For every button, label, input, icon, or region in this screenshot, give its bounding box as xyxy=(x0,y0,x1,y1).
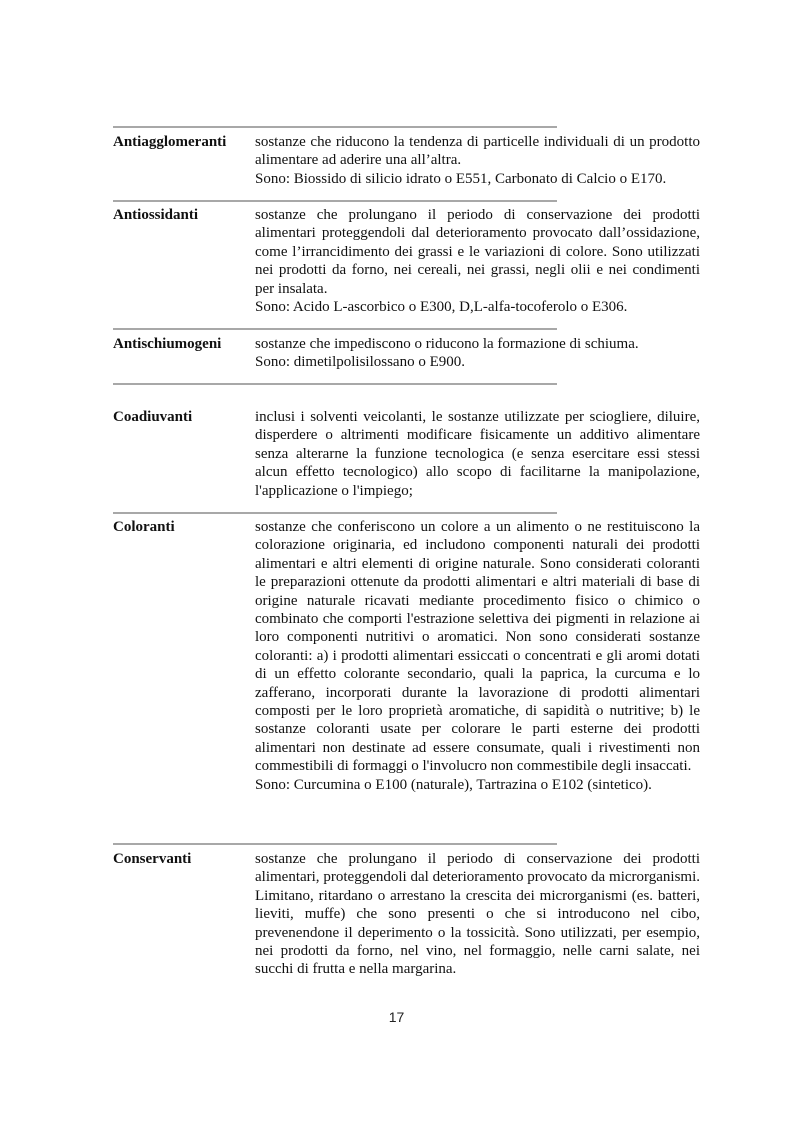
section-divider xyxy=(113,200,557,202)
definition-examples: Sono: Biossido di silicio idrato o E551, Carbonato di Calcio o E170. xyxy=(255,170,667,187)
term-definition xyxy=(255,518,700,794)
definition-examples: Sono: dimetilpolisilossano o E900. xyxy=(255,354,466,371)
definition-text: inclusi i solventi veicolanti, le sostanze utilizzate per sciogliere, diluire, disperdere o altrimenti modificare fisicamente un additivo alimentare senza alterarne la funzione tecnologica (e senza esercitare essi stessi alcun effetto tecnologico) allo scopo di facilitarne la manipolazione, l'applicazione o l'impiego; xyxy=(255,409,700,499)
definition-text: sostanze che riducono la tendenza di particelle individuali di un prodotto alimentare ad aderire una all’altra. xyxy=(255,134,700,169)
term-label: Antiossidanti xyxy=(113,207,199,223)
section-divider xyxy=(113,126,557,128)
section-divider xyxy=(113,383,557,385)
definition-examples: Sono: Acido L-ascorbico o E300, D,L-alfa-tocoferolo o E306. xyxy=(255,299,628,316)
definition-text: sostanze che prolungano il periodo di conservazione dei prodotti alimentari, proteggendoli dal deterioramento provocato da microrganismi. Limitano, ritardano o arrestano la crescita dei microrganismi (es. batteri, lieviti, muffe) che sono presenti o che si introducono nel cibo, prevenendone il deperimento o la tossicità. Sono utilizzati, per esempio, nei prodotti da forno, nel vino, nel formaggio, nelle carni salate, nei succhi di frutta e nella margarina. xyxy=(255,851,700,978)
definition-text: sostanze che impediscono o riducono la formazione di schiuma. xyxy=(255,336,639,352)
section-divider xyxy=(113,328,557,330)
term-definition xyxy=(255,206,700,316)
section-divider xyxy=(113,512,557,514)
term-label: Antischiumogeni xyxy=(113,336,222,352)
term-label: Coloranti xyxy=(113,519,175,535)
term-definition xyxy=(255,408,700,500)
definition-examples: Sono: Curcumina o E100 (naturale), Tartrazina o E102 (sintetico). xyxy=(255,776,652,793)
term-label: Coadiuvanti xyxy=(113,409,193,425)
definition-text: sostanze che conferiscono un colore a un alimento o ne restituiscono la colorazione originaria, ed includono componenti naturali dei prodotti alimentari e altri elementi di origine naturale. Sono considerati coloranti le preparazioni ottenute da prodotti alimentari e altri materiali di base di origine naturale ricavati mediante procedimento fisico o chimico o combinato che comporti l'estrazione selettiva dei pigmenti in relazione ai loro componenti nutritivi o aromatici. Non sono considerati sostanze coloranti: a) i prodotti alimentari essiccati o concentrati e gli aromi dotati di un effetto colorante secondario, quali la paprica, la curcuma e lo zafferano, incorporati durante la lavorazione di prodotti alimentari composti per le loro proprietà aromatiche, di sapidità o nutritive; b) le sostanze coloranti usate per colorare le parti esterne dei prodotti alimentari non destinate ad essere consumate, quali i rivestimenti non commestibili di formaggi o l'involucro non commestibile degli insaccati. xyxy=(255,519,700,775)
term-definition xyxy=(255,850,700,979)
term-label: Antiagglomeranti xyxy=(113,134,227,150)
term-label: Conservanti xyxy=(113,851,192,867)
definition-text: sostanze che prolungano il periodo di conservazione dei prodotti alimentari proteggendoli dal deterioramento provocato dall’ossidazione, come l’irrancidimento dei grassi e le variazioni di colore. Sono utilizzati nei prodotti da forno, nei cereali, nei grassi, negli olii e nei condimenti per insalata. xyxy=(255,207,700,297)
page-number: 17 xyxy=(388,1009,405,1025)
term-definition xyxy=(255,133,700,188)
section-divider xyxy=(113,843,557,845)
term-definition xyxy=(255,335,700,372)
